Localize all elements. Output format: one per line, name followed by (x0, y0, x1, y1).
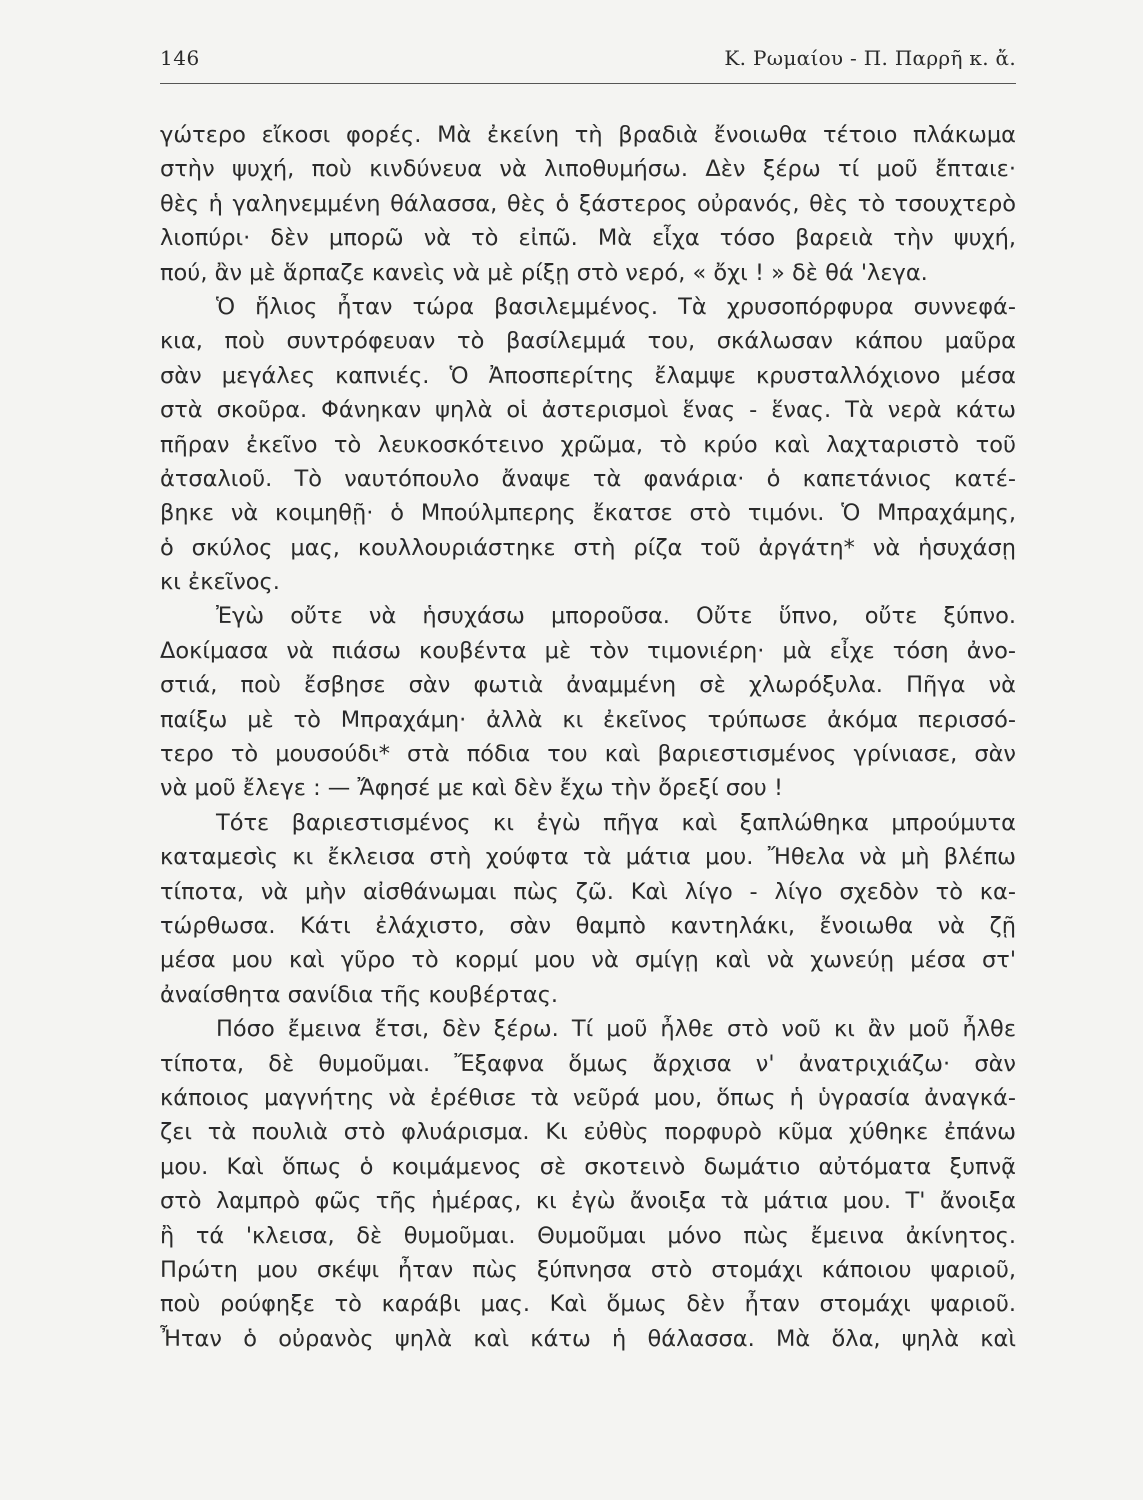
text-line: θὲς ἡ γαληνεμμένη θάλασσα, θὲς ὁ ξάστερος οὐρανός, θὲς τὸ τσουχτερὸ (160, 190, 1016, 217)
text-line: Τότε βαριεστισμένος κι ἐγὼ πῆγα καὶ ξαπλώθηκα μπρούμυτα (216, 809, 1016, 836)
body-text (160, 118, 1016, 1356)
text-line: σὰν μεγάλες καπνιές. Ὁ Ἀποσπερίτης ἔλαμψε κρυσταλλόχιονο μέσα (160, 362, 1016, 389)
text-line: μέσα μου καὶ γῦρο τὸ κορμί μου νὰ σμίγῃ καὶ νὰ χωνεύῃ μέσα στ' (160, 947, 1016, 974)
text-line: παίξω μὲ τὸ Μπραχάμη· ἀλλὰ κι ἐκεῖνος τρύπωσε ἀκόμα περισσό- (160, 706, 1016, 733)
text-line: μου. Καὶ ὅπως ὁ κοιμάμενος σὲ σκοτεινὸ δωμάτιο αὐτόματα ξυπνᾷ (160, 1153, 1016, 1180)
page-header (160, 46, 1016, 80)
text-line: κι ἐκεῖνος. (160, 569, 280, 596)
text-line: νὰ μοῦ ἔλεγε : — Ἄφησέ με καὶ δὲν ἔχω τὴν ὄρεξί σου ! (160, 775, 783, 802)
text-line: στὴν ψυχή, ποὺ κινδύνευα νὰ λιποθυμήσω. Δὲν ξέρω τί μοῦ ἔπταιε· (160, 156, 1016, 183)
text-line: ὁ σκύλος μας, κουλλουριάστηκε στὴ ρίζα τοῦ ἀργάτη* νὰ ἡσυχάσῃ (160, 534, 1016, 561)
text-line: Ὁ ἥλιος ἦταν τώρα βασιλεμμένος. Τὰ χρυσοπόρφυρα συννεφά- (216, 293, 1016, 320)
text-line: Δοκίμασα νὰ πιάσω κουβέντα μὲ τὸν τιμονιέρη· μὰ εἶχε τόση ἀνο- (160, 637, 1016, 664)
text-line: στιά, ποὺ ἔσβησε σὰν φωτιὰ ἀναμμένη σὲ χλωρόξυλα. Πῆγα νὰ (160, 672, 1016, 699)
text-line: ἀναίσθητα σανίδια τῆς κουβέρτας. (160, 981, 559, 1008)
text-line: τίποτα, νὰ μὴν αἰσθάνωμαι πὼς ζῶ. Καὶ λίγο - λίγο σχεδὸν τὸ κα- (160, 878, 1016, 905)
text-line: γώτερο εἴκοσι φορές. Μὰ ἐκείνη τὴ βραδιὰ ἔνοιωθα τέτοιο πλάκωμα (160, 122, 1016, 148)
text-line: ἀτσαλιοῦ. Τὸ ναυτόπουλο ἄναψε τὰ φανάρια· ὁ καπετάνιος κατέ- (160, 465, 1016, 492)
text-line: τερο τὸ μουσούδι* στὰ πόδια του καὶ βαριεστισμένος γρίνιασε, σὰν (160, 741, 1016, 768)
text-line: βηκε νὰ κοιμηθῇ· ὁ Μπούλμπερης ἔκατσε στὸ τιμόνι. Ὁ Μπραχάμης, (160, 500, 1016, 527)
text-line: Πόσο ἔμεινα ἔτσι, δὲν ξέρω. Τί μοῦ ἦλθε στὸ νοῦ κι ἂν μοῦ ἦλθε (216, 1016, 1016, 1043)
text-line: Ἦταν ὁ οὐρανὸς ψηλὰ καὶ κάτω ἡ θάλασσα. Μὰ ὅλα, ψηλὰ καὶ (160, 1325, 1016, 1352)
text-line: στὸ λαμπρὸ φῶς τῆς ἡμέρας, κι ἐγὼ ἄνοιξα τὰ μάτια μου. Τ' ἄνοιξα (160, 1188, 1016, 1215)
text-line: στὰ σκοῦρα. Φάνηκαν ψηλὰ οἱ ἀστερισμοὶ ἕνας - ἕνας. Τὰ νερὰ κάτω (160, 397, 1016, 424)
text-line: ποὺ ρούφηξε τὸ καράβι μας. Καὶ ὅμως δὲν ἦταν στομάχι ψαριοῦ. (160, 1291, 1016, 1318)
text-line: λιοπύρι· δὲν μπορῶ νὰ τὸ εἰπῶ. Μὰ εἶχα τόσο βαρειὰ τὴν ψυχή, (160, 225, 1016, 252)
text-line: ζει τὰ πουλιὰ στὸ φλυάρισμα. Κι εὐθὺς πορφυρὸ κῦμα χύθηκε ἐπάνω (160, 1119, 1016, 1146)
text-line: Ἐγὼ οὔτε νὰ ἡσυχάσω μποροῦσα. Οὔτε ὕπνο, οὔτε ξύπνο. (216, 603, 1016, 630)
header-rule (160, 83, 1016, 84)
running-head: Κ. Ρωμαίου - Π. Παρρῆ κ. ἄ. (724, 46, 1016, 70)
text-line: πῆραν ἐκεῖνο τὸ λευκοσκότεινο χρῶμα, τὸ κρύο καὶ λαχταριστὸ τοῦ (160, 431, 1016, 458)
text-line: πού, ἂν μὲ ἅρπαζε κανεὶς νὰ μὲ ρίξῃ στὸ νερό, « ὄχι ! » δὲ θά 'λεγα. (160, 259, 928, 286)
text-line: καταμεσὶς κι ἔκλεισα στὴ χούφτα τὰ μάτια μου. Ἤθελα νὰ μὴ βλέπω (160, 844, 1016, 871)
text-line: τώρθωσα. Κάτι ἐλάχιστο, σὰν θαμπὸ καντηλάκι, ἔνοιωθα νὰ ζῇ (160, 912, 1016, 939)
page-number: 146 (160, 46, 200, 70)
text-line: Πρώτη μου σκέψι ἦταν πὼς ξύπνησα στὸ στομάχι κάποιου ψαριοῦ, (160, 1256, 1016, 1283)
text-line: κάποιος μαγνήτης νὰ ἐρέθισε τὰ νεῦρά μου, ὅπως ἡ ὑγρασία ἀναγκά- (160, 1084, 1016, 1111)
text-line: τίποτα, δὲ θυμοῦμαι. Ἔξαφνα ὅμως ἄρχισα ν' ἀνατριχιάζω· σὰν (160, 1050, 1016, 1077)
text-line: κια, ποὺ συντρόφευαν τὸ βασίλεμμά του, σκάλωσαν κάπου μαῦρα (160, 328, 1016, 355)
text-line: ἢ τά 'κλεισα, δὲ θυμοῦμαι. Θυμοῦμαι μόνο πὼς ἔμεινα ἀκίνητος. (160, 1222, 1016, 1249)
